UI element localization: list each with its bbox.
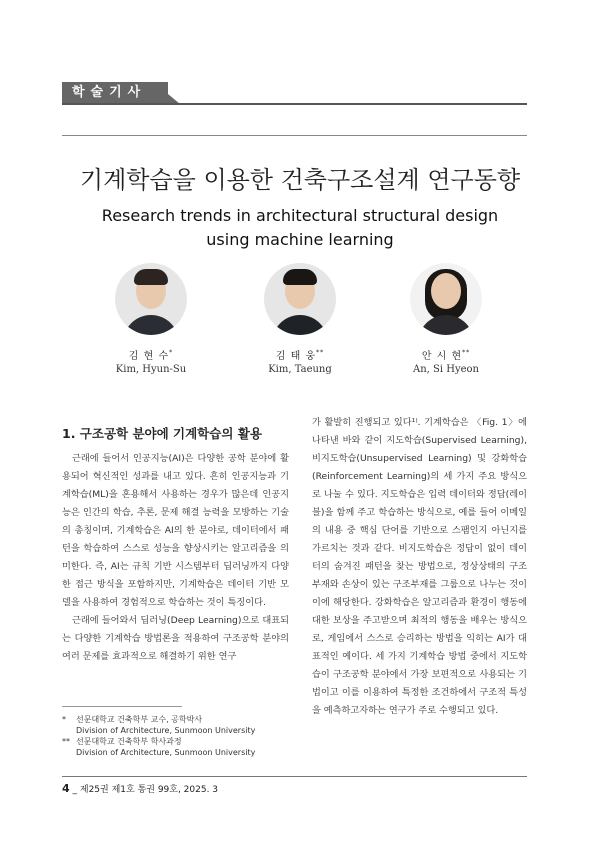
right-column xyxy=(312,414,527,720)
title-korean: 기계학습을 이용한 건축구조설계 연구동향 xyxy=(79,166,521,194)
footnote-1-line2: Division of Architecture, Sunmoon University xyxy=(76,726,256,735)
footnote-2-line2: Division of Architecture, Sunmoon University xyxy=(76,748,256,757)
footnote-rule xyxy=(62,706,182,707)
author-2-photo xyxy=(264,263,336,335)
author-2 xyxy=(225,263,375,375)
section-tag: 학술기사 xyxy=(62,82,168,104)
footnote-1-line1: 선문대학교 건축학부 교수, 공학박사 xyxy=(76,715,203,724)
page-number: 4 xyxy=(62,782,70,795)
author-3-name-en: An, Si Hyeon xyxy=(413,364,479,375)
paragraph-1: 근래에 들어서 인공지능(AI)은 다양한 공학 분야에 활용되어 혁신적인 성과를 내고 있다. 흔히 인공지능과 기계학습(ML)을 혼용해서 사용하는 경우가 많은데 인공지능은 인간의 학습, 추론, 문제 해결 능력을 모방하는 기술의 총칭이며, 기계학습은 AI의 한 분야로, 데이터에서 패턴을 학습하여 스스로 성능을 향상시키는 알고리즘을 의미한다. 즉, AI는 규칙 기반 시스템부터 딥러닝까지 다양한 접근 방식을 포함하지만, 기계학습은 데이터 기반 모델을 사용하여 경험적으로 학습하는 것이 특징이다. xyxy=(62,453,289,608)
journal-info: _ 제25권 제1호 통권 99호, 2025. 3 xyxy=(72,785,219,795)
title-english: Research trends in architectural structural design using machine learning xyxy=(101,206,499,249)
footnotes xyxy=(62,714,312,758)
author-2-name-en: Kim, Taeung xyxy=(268,364,332,375)
author-3-photo xyxy=(410,263,482,335)
paragraph-2: 근래에 들어와서 딥러닝(Deep Learning)으로 대표되는 다양한 기계학습 방법론을 적용하여 구조공학 분야의 여러 문제를 효과적으로 해결하기 위한 연구 xyxy=(62,615,289,662)
author-1-mark: * xyxy=(169,349,174,357)
author-2-mark: ** xyxy=(316,349,325,357)
author-1-name-en: Kim, Hyun-Su xyxy=(115,364,187,375)
author-3 xyxy=(371,263,521,375)
author-3-mark: ** xyxy=(462,349,471,357)
section-heading-1: 1. 구조공학 분야에 기계학습의 활용 xyxy=(62,426,262,441)
footnote-2 xyxy=(62,736,312,758)
author-1-photo xyxy=(115,263,187,335)
author-1-name-ko: 김 현 수 xyxy=(128,351,170,362)
author-2-name-ko: 김 태 웅 xyxy=(275,351,317,362)
title-top-rule xyxy=(62,135,527,136)
section-tag-rule xyxy=(62,103,527,105)
author-3-name-ko: 안 시 현 xyxy=(421,351,463,362)
paragraph-3: 가 활발히 진행되고 있다¹⁾. 기계학습은 〈Fig. 1〉에 나타낸 바와 같이 지도학습(Supervised Learning), 비지도학습(Unsupervised Learning) 및 강화학습(Reinforcement Learning)의 세 가지 주요 방식으로 나눌 수 있다. 지도학습은 입력 데이터와 정답(레이블)을 함께 주고 학습하는 방식으로, 예를 들어 이메일의 내용 중 핵심 단어를 기반으로 스팸인지 아닌지를 가르치는 것과 같다. 비지도학습은 정답이 없이 데이터의 숨겨진 패턴을 찾는 방법으로, 정상상태의 구조부재와 손상이 있는 구조부재를 그룹으로 나누는 것이 이에 해당한다. 강화학습은 알고리즘과 환경이 행동에 대한 보상을 주고받으며 최적의 행동을 배우는 방식으로, 게임에서 스스로 승리하는 방법을 익히는 AI가 대표적인 예이다. 세 가지 기계학습 방법 중에서 지도학습이 구조공학 분야에서 가장 보편적으로 사용되는 기법이고 이를 이용하여 특정한 조건하에서 구조적 특성을 예측하고자하는 연구가 주로 수행되고 있다. xyxy=(312,417,527,716)
footnote-1 xyxy=(62,714,312,736)
footnote-1-mark: * xyxy=(62,715,66,724)
author-1 xyxy=(76,263,226,375)
footnote-2-line1: 선문대학교 건축학부 학사과정 xyxy=(76,737,182,746)
footer-rule xyxy=(62,776,527,777)
left-column xyxy=(62,450,289,666)
page-footer xyxy=(62,782,218,795)
footnote-2-mark: ** xyxy=(62,737,70,746)
